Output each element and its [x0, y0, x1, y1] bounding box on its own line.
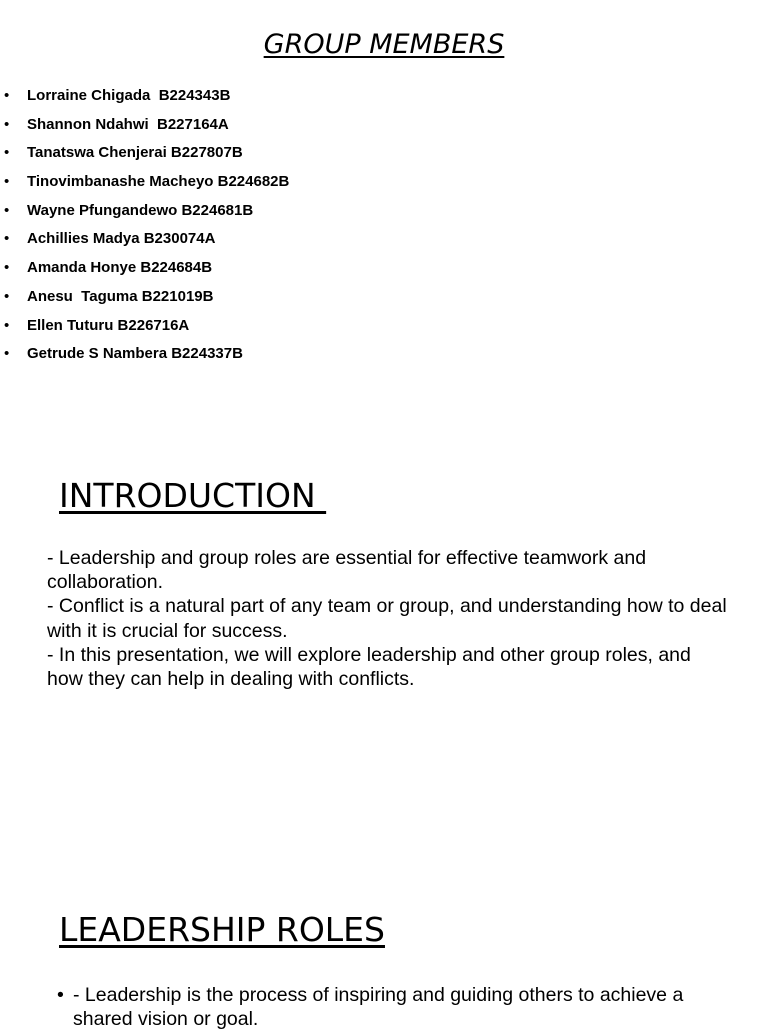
member-name: Amanda Honye B224684B	[27, 259, 213, 277]
bullet-icon: •	[4, 259, 10, 277]
member-name: Lorraine Chigada B224343B	[27, 87, 231, 104]
bullet-icon: •	[4, 201, 10, 219]
introduction-paragraph: - In this presentation, we will explore leadership and other group roles, and how they can help in dealing with conflicts.	[47, 643, 691, 691]
introduction-title: INTRODUCTION	[59, 476, 327, 515]
leadership-point: - Leadership is the process of inspiring and guiding others to achieve a shared vision or goal.	[73, 984, 684, 1031]
list-item	[0, 312, 289, 341]
bullet-icon: •	[4, 115, 10, 133]
member-name: Tanatswa Chenjerai B227807B	[27, 144, 243, 162]
list-item	[0, 283, 289, 312]
group-members-list	[0, 82, 289, 369]
member-name: Tinovimbanashe Macheyo B224682B	[27, 173, 290, 191]
introduction-paragraph: - Conflict is a natural part of any team or group, and understanding how to deal with it is crucial for success.	[47, 595, 727, 642]
list-item	[0, 168, 289, 197]
group-members-title: GROUP MEMBERS	[263, 29, 505, 60]
member-name: Ellen Tuturu B226716A	[27, 316, 190, 334]
bullet-icon: •	[4, 345, 10, 363]
bullet-icon: •	[4, 316, 10, 334]
member-name: Shannon Ndahwi B227164A	[27, 115, 229, 133]
list-item	[0, 254, 289, 283]
introduction-paragraph: - Leadership and group roles are essential for effective teamwork and collaboration.	[47, 547, 647, 594]
bullet-icon: •	[4, 144, 10, 162]
list-item	[0, 111, 289, 140]
group-members-slide	[0, 0, 768, 400]
bullet-icon: •	[4, 173, 10, 191]
member-name: Anesu Taguma B221019B	[27, 287, 214, 305]
list-item	[0, 139, 289, 168]
introduction-body	[47, 546, 727, 691]
list-item	[0, 82, 289, 111]
bullet-icon: •	[4, 230, 10, 248]
member-name: Achillies Madya B230074A	[27, 230, 216, 248]
list-item	[0, 197, 289, 226]
bullet-icon: •	[4, 87, 10, 104]
list-item	[0, 225, 289, 254]
member-name: Wayne Pfungandewo B224681B	[27, 201, 254, 219]
bullet-icon: •	[4, 287, 10, 305]
list-item	[0, 340, 289, 369]
bullet-icon: •	[57, 984, 64, 1006]
leadership-roles-title: LEADERSHIP ROLES	[59, 910, 385, 949]
member-name: Getrude S Nambera B224337B	[27, 345, 243, 363]
